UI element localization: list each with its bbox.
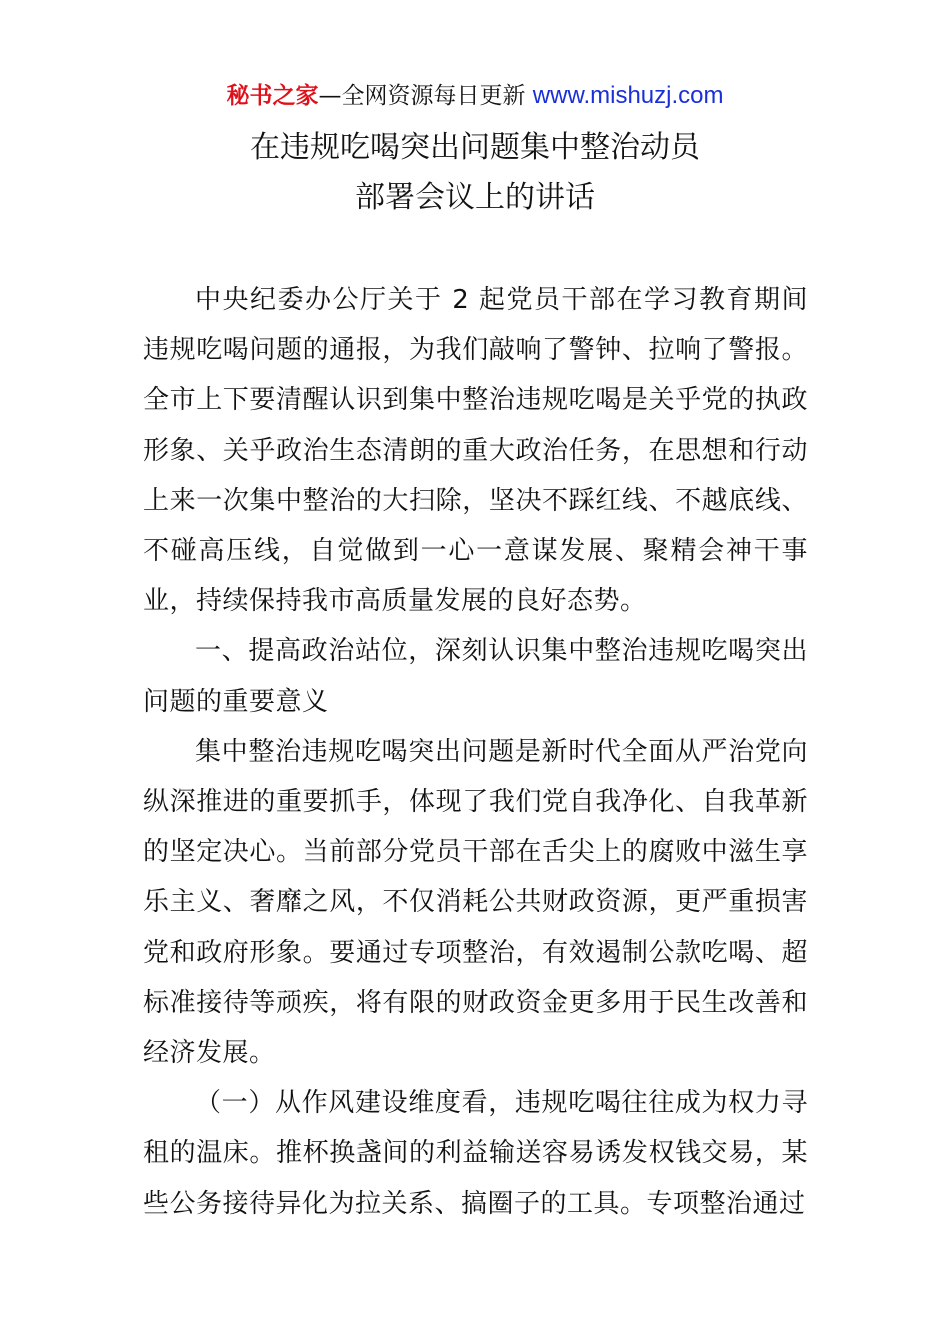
paragraph-section-1: 集中整治违规吃喝突出问题是新时代全面从严治党向纵深推进的重要抓手，体现了我们党自我净化、自我革新的坚定决心。当前部分党员干部在舌尖上的腐败中滋生享乐主义、奢靡之风，不仅消耗公共财政资源，更严重损害党和政府形象。要通过专项整治，有效遏制公款吃喝、超标准接待等顽疾，将有限的财政资金更多用于民生改善和经济发展。 — [143, 736, 808, 1069]
document-body — [143, 275, 808, 1229]
site-tagline: —全网资源每日更新 — [318, 83, 526, 109]
paragraph-intro: 中央纪委办公厅关于 2 起党员干部在学习教育期间违规吃喝问题的通报，为我们敲响了警钟、拉响了警报。全市上下要清醒认识到集中整治违规吃喝是关乎党的执政形象、关乎政治生态清朗的重大政治任务，在思想和行动上来一次集中整治的大扫除，坚决不踩红线、不越底线、不碰高压线，自觉做到一心一意谋发展、聚精会神干事业，持续保持我市高质量发展的良好态势。 — [143, 285, 808, 617]
document-title-line-2: 部署会议上的讲话 — [355, 180, 595, 215]
paragraph-subsection-1: （一）从作风建设维度看，违规吃喝往往成为权力寻租的温床。推杯换盏间的利益输送容易诱发权钱交易，某些公务接待异化为拉关系、搞圈子的工具。专项整治通过 — [143, 1088, 808, 1219]
site-header — [0, 80, 950, 112]
document-title-line-1: 在违规吃喝突出问题集中整治动员 — [250, 130, 700, 165]
site-brand: 秘书之家 — [226, 83, 319, 109]
section-heading-1: 一、提高政治站位，深刻认识集中整治违规吃喝突出问题的重要意义 — [143, 636, 808, 717]
site-url-link[interactable]: www.mishuzj.com — [532, 82, 724, 109]
